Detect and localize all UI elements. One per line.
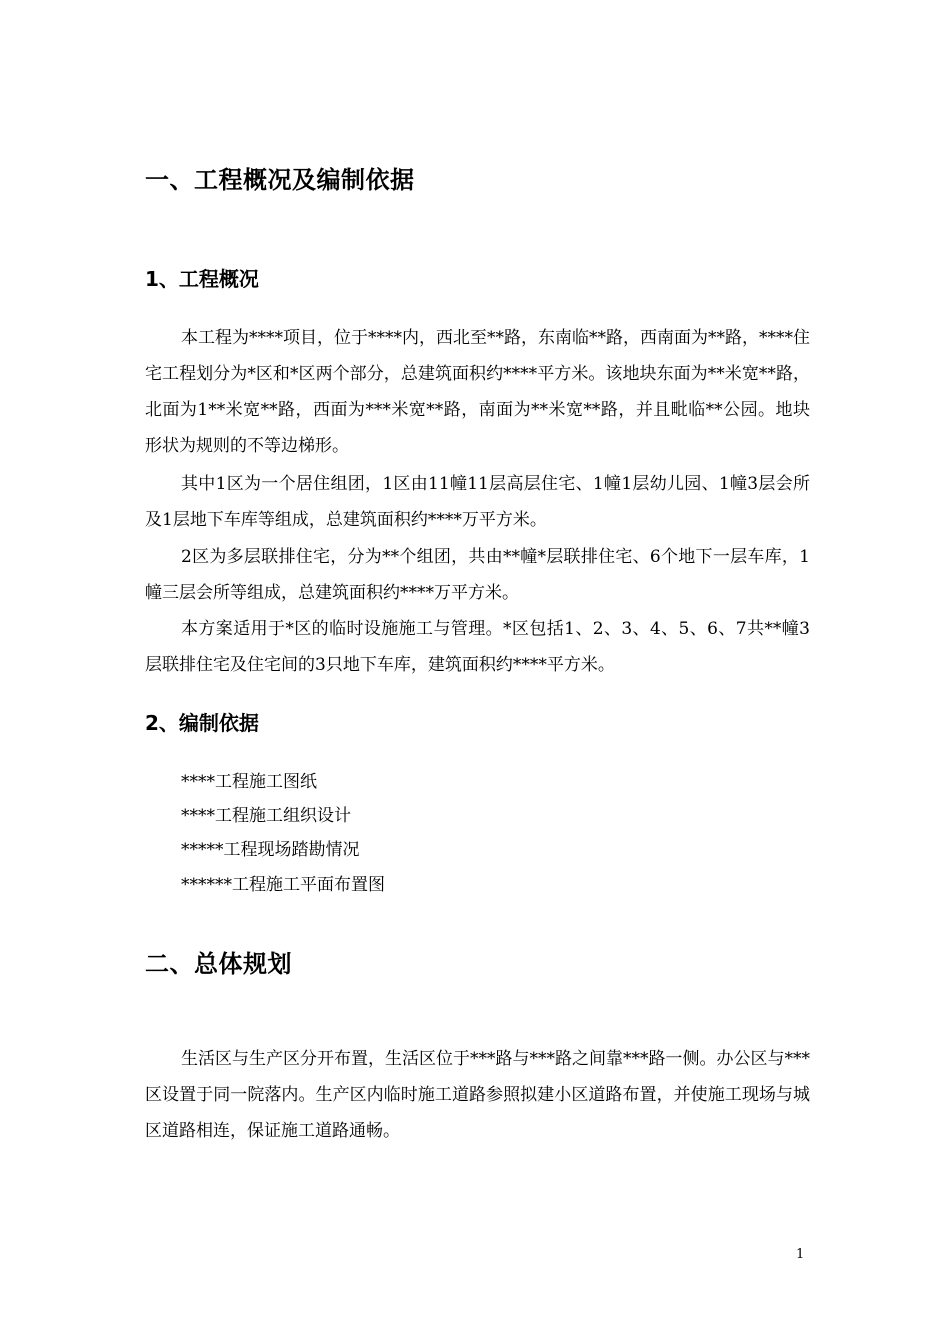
- section1-title: 一、工程概况及编制依据: [145, 166, 415, 194]
- basis-item: *****工程现场踏勘情况: [181, 840, 360, 860]
- overview-paragraph-3: 2区为多层联排住宅，分为**个组团，共由**幢*层联排住宅、6个地下一层车库，1幢三层会所等组成，总建筑面积约****万平方米。: [145, 547, 810, 603]
- basis-item: ******工程施工平面布置图: [181, 875, 385, 895]
- page-number: 1: [796, 1247, 805, 1262]
- subsection-basis-title: 2、编制依据: [145, 711, 259, 735]
- basis-item: ****工程施工组织设计: [181, 806, 351, 826]
- planning-paragraph: 生活区与生产区分开布置，生活区位于***路与***路之间靠***路一侧。办公区与***区设置于同一院落内。生产区内临时施工道路参照拟建小区道路布置，并使施工现场与城区道路相连，保证施工道路通畅。: [145, 1049, 810, 1141]
- overview-paragraph-4: 本方案适用于*区的临时设施施工与管理。*区包括1、2、3、4、5、6、7共**幢3层联排住宅及住宅间的3只地下车库，建筑面积约****平方米。: [145, 619, 810, 675]
- subsection-overview-title: 1、工程概况: [145, 267, 259, 291]
- overview-paragraph-1: 本工程为****项目，位于****内，西北至**路，东南临**路，西南面为**路，****住宅工程划分为*区和*区两个部分，总建筑面积约****平方米。该地块东面为**米宽**路，北面为1**米宽**路，西面为***米宽**路，南面为**米宽**路，并且毗临**公园。地块形状为规则的不等边梯形。: [145, 328, 810, 456]
- section2-title: 二、总体规划: [145, 950, 292, 978]
- basis-item: ****工程施工图纸: [181, 772, 317, 792]
- overview-paragraph-2: 其中1区为一个居住组团，1区由11幢11层高层住宅、1幢1层幼儿园、1幢3层会所及1层地下车库等组成，总建筑面积约****万平方米。: [145, 474, 810, 530]
